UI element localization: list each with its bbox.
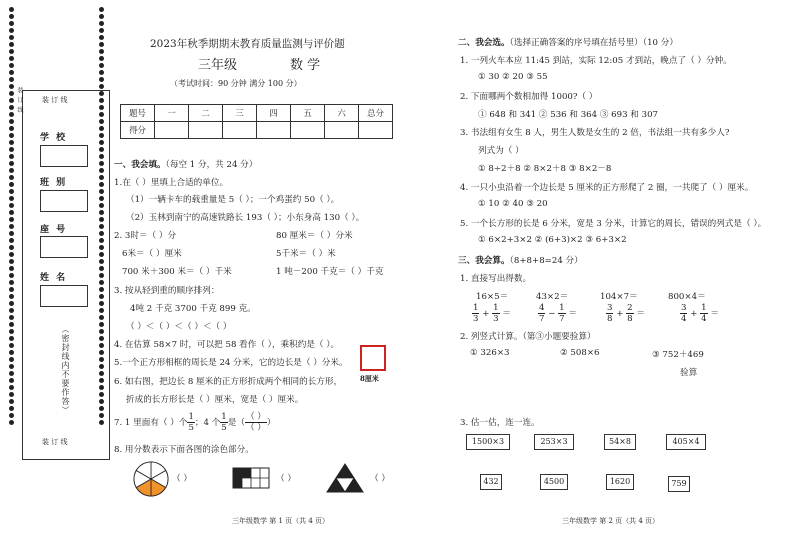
binding-dot [9,301,14,306]
score-header-cell: 三 [223,105,257,122]
question-7 [114,412,276,433]
calc-item: 104×7＝ [600,292,638,302]
binding-dot [9,7,14,12]
score-cell[interactable] [155,122,189,139]
score-header-cell: 五 [291,105,325,122]
binding-dot [99,84,104,89]
estimate-expression[interactable]: 54×8 [604,434,636,450]
q8-blank-2[interactable]: （ ） [276,474,296,484]
fraction [558,303,565,324]
binding-dot [9,350,14,355]
fraction-denominator: 4 [701,314,707,324]
choice-q1-options: ① 30 ② 20 ③ 55 [478,72,548,82]
binding-dot [9,168,14,173]
section1-note: （每空 1 分，共 24 分） [165,160,258,170]
binding-dot [9,252,14,257]
section3-title: 三、我会算。 [458,256,510,266]
operator: + [690,309,698,319]
question-1a: （1）一辆卡车的载重量是 5（ ）；一个鸡蛋约 50（ ）。 [126,195,340,205]
estimate-expression[interactable]: 1500×3 [466,434,510,450]
section2-note: （选择正确答案的序号填在括号里）（10 分） [509,38,678,48]
binding-dot [9,392,14,397]
field-box-school[interactable] [40,145,88,167]
binding-dot [9,385,14,390]
fraction-expression: $\frac{1}{3}$ + $\frac{1}{3}$ ＝ [473,303,511,324]
binding-dots-left [6,6,16,427]
score-row-label: 得分 [121,122,155,139]
circle-fraction-figure [132,460,170,498]
q8-blank-3[interactable]: （ ） [370,474,390,484]
question-2-r2b: 5千米＝（ ）米 [276,249,336,259]
fraction-denominator: 7 [559,314,565,324]
field-box-name[interactable] [40,285,88,307]
fraction-numerator: 1 [188,412,194,422]
question-4: 4. 在估算 58×7 时，可以把 58 看作（ ），乘积约是（ ）。 [114,340,340,350]
binding-dot [9,329,14,334]
binding-bottom-text: 装 订 线 [42,438,68,446]
question-1: 1.在（ ）里填上合适的单位。 [114,178,229,188]
subject-label: 数 学 [290,58,321,73]
estimate-answer[interactable]: 432 [480,474,502,490]
right-footer: 三年级数学 第 2 页（共 4 页） [562,517,660,525]
vertical-calc-item: ② 508×6 [560,348,600,358]
question-7-suffix: 是（ [227,418,245,428]
binding-dot [9,294,14,299]
fraction-expression: $\frac{4}{7}$ − $\frac{1}{7}$ ＝ [539,303,577,324]
score-table-header [121,105,393,122]
fraction [700,303,707,324]
binding-dot [9,182,14,187]
binding-dot [9,175,14,180]
binding-dot [9,210,14,215]
choice-q2-options: ① 648 和 341 ② 536 和 364 ③ 693 和 307 [478,110,659,120]
binding-dot [9,413,14,418]
fraction [538,303,545,324]
fraction-numerator: 3 [607,303,613,313]
fraction-denominator: 8 [627,314,633,324]
triangle-fraction-figure [325,462,365,494]
fraction-denominator: 3 [493,314,499,324]
choice-q5-options: ① 6×2+3×2 ② (6+3)×2 ③ 6+3×2 [478,235,627,245]
question-2-r1b: 80 厘米＝（ ）分米 [276,231,353,241]
fraction-denominator: 7 [539,314,545,324]
operator: + [482,309,490,319]
fraction-one-fifth [187,412,194,433]
section2-title: 二、我会选。 [458,38,510,48]
calc-item: 43×2＝ [536,292,569,302]
field-label-seat: 座 号 [40,225,68,235]
binding-dot [99,21,104,26]
question-7-end: ） [266,418,276,428]
binding-dot [9,287,14,292]
choice-q3: 3. 书法组有女生 8 人，男生人数是女生的 2 倍，书法组一共有多少人? [460,128,730,138]
binding-dot [9,238,14,243]
page-title: 2023年秋季期期末教育质量监测与评价题 [150,38,345,50]
binding-dot [9,343,14,348]
score-header-cell: 二 [189,105,223,122]
binding-dot [9,77,14,82]
score-cell[interactable] [189,122,223,139]
question-6b: 折成的长方形长是（ ）厘米，宽是（ ）厘米。 [126,395,304,405]
fraction-denominator: （ ） [245,423,266,433]
binding-dot [9,21,14,26]
calc-q3: 3. 估一估，连一连。 [460,418,540,428]
binding-dot [9,14,14,19]
binding-dot [9,189,14,194]
operator: + [616,309,624,319]
binding-dot [9,35,14,40]
fraction-denominator: 5 [188,423,194,433]
binding-note: （密封线内不要作答） [61,325,70,415]
binding-dot [9,105,14,110]
section3-heading [458,254,583,266]
question-7-mid: ；4 个 [194,418,221,428]
vertical-calc-item: ③ 752＋469 [652,350,704,360]
binding-dot [99,7,104,12]
section1-title: 一、我会填。 [114,160,166,170]
binding-dot [99,49,104,54]
binding-dot [9,119,14,124]
fraction-one-fifth-2 [220,412,227,433]
question-3: 3. 按从轻到重的顺序排列： [114,286,220,296]
binding-dot [9,140,14,145]
binding-dot [9,259,14,264]
score-cell[interactable] [257,122,291,139]
binding-dot [9,273,14,278]
fraction [606,303,613,324]
question-7-prefix: 7. 1 里面有（ ）个 [114,418,188,428]
binding-dot [9,308,14,313]
choice-q2: 2. 下面哪两个数相加得 1000?（ ） [460,92,598,102]
fraction-numerator: 1 [221,412,227,422]
binding-dot [9,406,14,411]
estimate-expression[interactable]: 253×3 [534,434,574,450]
binding-dot [99,70,104,75]
fraction-numerator: 4 [539,303,545,313]
binding-dot [9,63,14,68]
q8-blank-1[interactable]: （ ） [172,474,192,484]
binding-dot [9,154,14,159]
binding-dot [9,224,14,229]
vertical-calc-item: ① 326×3 [470,348,510,358]
question-8: 8. 用分数表示下面各图的涂色部分。 [114,445,254,455]
binding-dot [9,196,14,201]
binding-dot [9,399,14,404]
binding-dot [9,126,14,131]
choice-q4-options: ① 10 ② 40 ③ 20 [478,199,548,209]
binding-dot [9,56,14,61]
binding-dot [9,91,14,96]
binding-dot [9,280,14,285]
fraction-denominator: 5 [221,423,227,433]
binding-dot [9,147,14,152]
estimate-expression[interactable]: 405×4 [666,434,706,450]
binding-dot [9,357,14,362]
fraction-numerator: 3 [681,303,687,313]
question-6a: 6. 如右图，把边长 8 厘米的正方形折成两个相同的长方形， [114,377,343,387]
question-2-r1a: 2. 3时＝（ ）分 [114,231,177,241]
binding-dot [9,84,14,89]
fraction-numerator: 1 [559,303,565,313]
question-2-r3b: 1 吨－200 千克＝（ ）千克 [276,267,384,277]
binding-dot [9,322,14,327]
binding-dot [9,70,14,75]
fraction-numerator: 1 [701,303,707,313]
estimate-answer[interactable]: 1620 [606,474,634,490]
fraction-denominator: 4 [681,314,687,324]
question-2-r2a: 6米＝（ ）厘米 [122,249,182,259]
fraction [680,303,687,324]
calc-item: 800×4＝ [668,292,706,302]
fraction-expression: $\frac{3}{8}$ + $\frac{2}{8}$ ＝ [607,303,645,324]
left-footer: 三年级数学 第 1 页（共 4 页） [232,517,330,525]
binding-dot [9,112,14,117]
question-1b: （2）玉林到南宁的高速铁路长 193（ ）；小东身高 130（ ）。 [126,213,365,223]
binding-dot [9,245,14,250]
binding-dot [9,231,14,236]
fraction-denominator: 8 [607,314,613,324]
score-cell[interactable] [291,122,325,139]
rect-fraction-figure [232,467,270,489]
binding-dot [9,217,14,222]
binding-dot [99,42,104,47]
field-label-name: 姓 名 [40,273,68,283]
score-header-cell: 总分 [359,105,393,122]
binding-top-text: 装 订 线 [42,96,68,104]
binding-dot [9,371,14,376]
binding-dot [9,98,14,103]
score-table [120,104,393,139]
check-label: 验算 [680,368,698,378]
question-3-items: 4吨 2 千克 3700 千克 899 克。 [130,304,256,314]
question-3-blanks: （ ）＜（ ）＜（ ）＜（ ） [126,322,232,332]
estimate-answer[interactable]: 759 [668,476,690,492]
score-header-cell: 六 [325,105,359,122]
question-5: 5.一个正方形相框的周长是 24 分米，它的边长是（ ）分米。 [114,358,348,368]
binding-dot [99,28,104,33]
binding-dot [99,56,104,61]
choice-q3-options: ① 8÷2＋8 ② 8×2＋8 ③ 8×2－8 [478,164,612,174]
section1-heading [114,158,257,170]
score-cell[interactable] [325,122,359,139]
square-figure [360,345,386,371]
choice-q1: 1. 一列火车本应 11:45 到站，实际 12:05 才到站，晚点了（ ）分钟。 [460,56,732,66]
binding-dot [99,77,104,82]
binding-dot [9,336,14,341]
binding-dot [9,161,14,166]
score-table-row [121,122,393,139]
grade-label: 三年级 [198,58,238,73]
binding-dot [9,378,14,383]
section3-note: （8+8+8=24 分） [509,256,583,266]
fraction-denominator: 3 [473,314,479,324]
exam-info: （考试时间：90 分钟 满分 100 分） [170,79,302,88]
calc-q2: 2. 列竖式计算。（第③小题要验算） [460,332,596,342]
binding-dot [99,63,104,68]
score-cell[interactable] [223,122,257,139]
fraction-numerator: 1 [493,303,499,313]
calc-item: 16×5＝ [476,292,509,302]
binding-dot [9,420,14,425]
binding-dot [9,133,14,138]
fraction-numerator: 2 [627,303,633,313]
binding-dot [99,35,104,40]
fraction-numerator: 1 [473,303,479,313]
score-header-cell: 题号 [121,105,155,122]
calc-q1: 1. 直接写出得数。 [460,274,532,284]
choice-q4: 4. 一只小虫沿着一个边长是 5 厘米的正方形爬了 2 圈，一共爬了（ ）厘米。 [460,183,754,193]
square-figure-label: 8厘米 [360,374,379,383]
fraction-blank[interactable] [245,412,267,433]
binding-top-label: 装 订 线 [16,87,23,114]
binding-dot [9,203,14,208]
fraction [492,303,499,324]
field-box-class[interactable] [40,190,88,212]
fraction [626,303,633,324]
binding-dot [9,364,14,369]
section2-heading [458,36,678,48]
score-header-cell: 一 [155,105,189,122]
fraction-numerator: （ ） [245,412,266,422]
binding-dot [99,14,104,19]
fraction-expression: $\frac{3}{4}$ + $\frac{1}{4}$ ＝ [681,303,719,324]
field-label-class: 班 别 [40,178,68,188]
choice-q3b: 列式为（ ） [478,146,524,156]
fraction [472,303,479,324]
question-2-r3a: 700 米＋300 米＝（ ）千米 [122,267,232,277]
binding-dot [9,315,14,320]
score-header-cell: 四 [257,105,291,122]
binding-dot [9,28,14,33]
choice-q5: 5. 一个长方形的长是 6 分米，宽是 3 分米，计算它的周长，错误的列式是（ ）。 [460,219,767,229]
score-cell[interactable] [359,122,393,139]
estimate-answer[interactable]: 4500 [540,474,568,490]
field-box-seat[interactable] [40,236,88,258]
field-label-school: 学 校 [40,133,68,143]
operator: − [548,309,556,319]
binding-dot [9,42,14,47]
binding-dot [9,49,14,54]
binding-dot [9,266,14,271]
